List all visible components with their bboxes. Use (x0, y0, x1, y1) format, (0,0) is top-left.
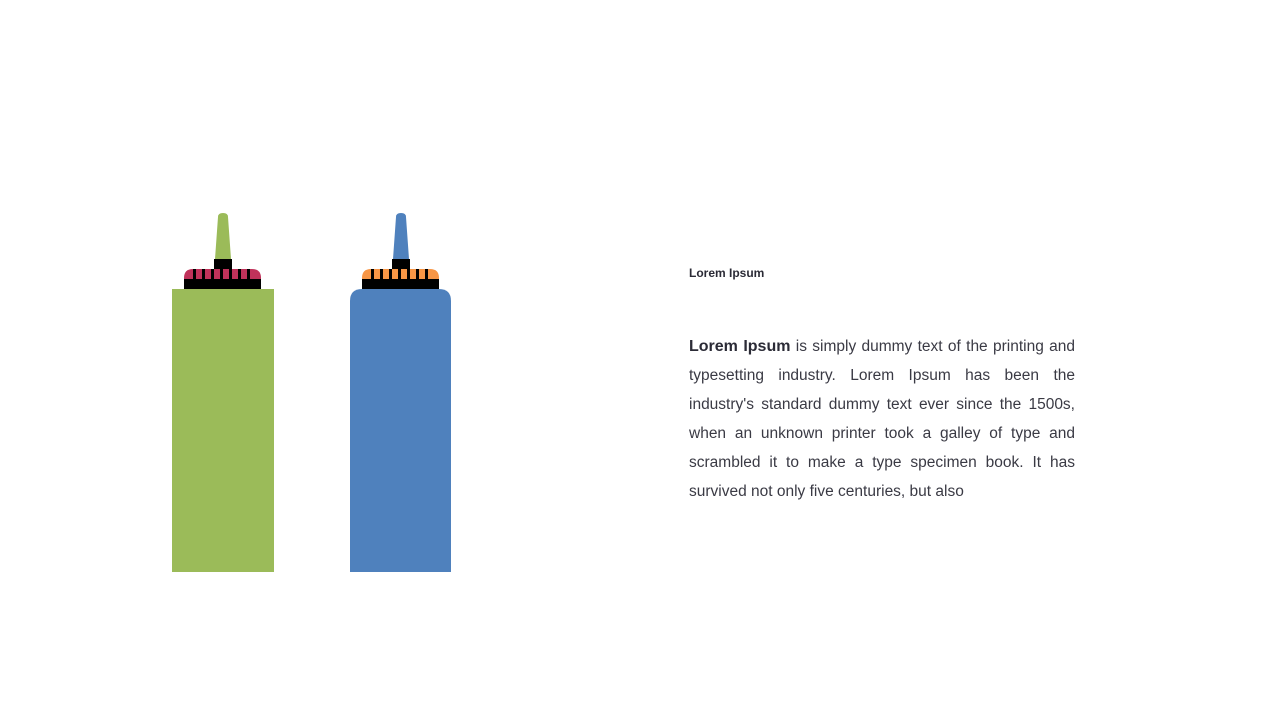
green-bottle-icon (172, 213, 274, 572)
bottle-illustration (150, 205, 480, 577)
section-heading: Lorem Ipsum (689, 266, 765, 280)
body-text: is simply dummy text of the printing and typesetting industry. Lorem Ipsum has been the industry's standard dummy text ever since the 1500s, when an unknown printer took a galley of type and scrambled it to make a type specimen book. It has survived not only five centuries, but also (689, 338, 1075, 500)
blue-bottle-icon (350, 213, 451, 572)
body-paragraph (689, 332, 1075, 506)
text-block (689, 264, 1075, 506)
body-lead: Lorem Ipsum (689, 338, 791, 355)
